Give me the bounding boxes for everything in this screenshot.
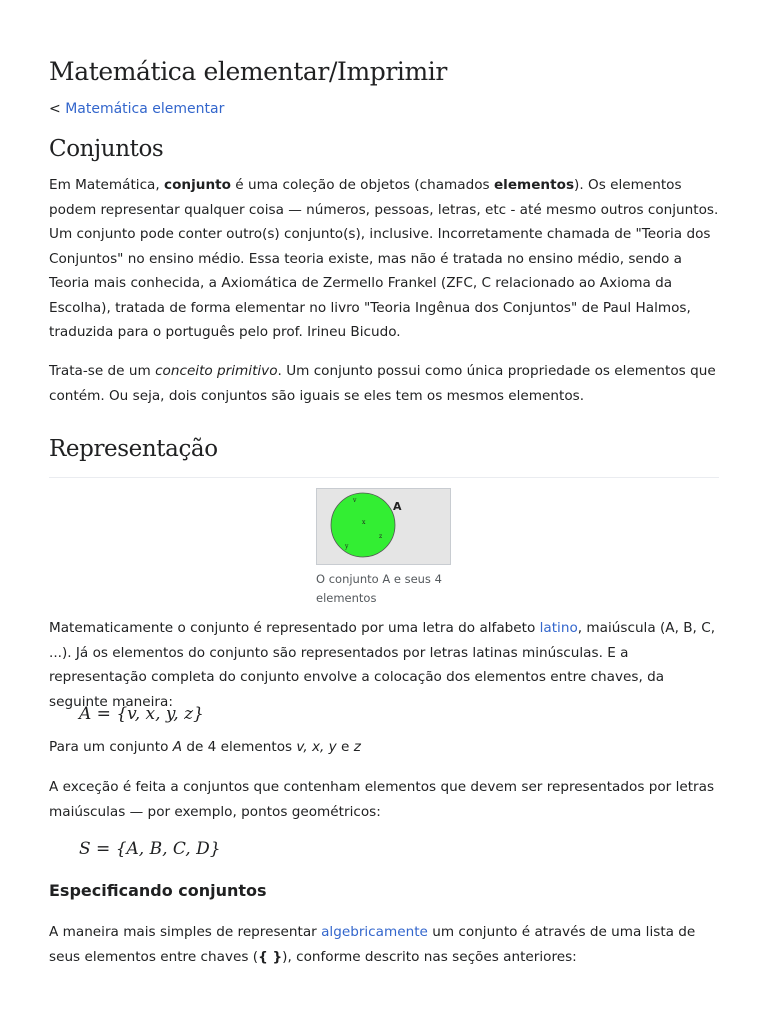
text: e	[336, 739, 354, 755]
figure-caption: O conjunto A e seus 4 elementos	[316, 572, 442, 605]
formula-set-s: S = {A, B, C, D}	[79, 839, 221, 859]
paragraph-especificando	[49, 920, 719, 969]
italic-var: z	[353, 739, 361, 755]
element-v: v	[353, 497, 357, 504]
element-z: z	[379, 533, 383, 540]
section-heading-conjuntos: Conjuntos	[49, 136, 164, 162]
paragraph-representacao	[49, 616, 719, 714]
text: Matematicamente o conjunto é representado por uma letra do alfabeto	[49, 620, 540, 636]
text: A maneira mais simples de representar	[49, 924, 322, 940]
figure-conjunto-a	[316, 488, 451, 608]
bold-term-conjunto: conjunto	[164, 177, 231, 193]
paragraph-conjunto-definition	[49, 173, 719, 345]
breadcrumb-prefix: <	[49, 101, 66, 117]
italic-term: conceito primitivo	[155, 363, 278, 379]
heading-divider	[49, 477, 719, 478]
set-label: A	[393, 500, 402, 513]
subsection-heading-especificando: Especificando conjuntos	[49, 881, 267, 900]
formula-set-a: A = {v, x, y, z}	[79, 704, 204, 724]
text: ). Os elementos podem representar qualquer coisa — números, pessoas, letras, etc - até mesmo outros conjuntos. Um conjunto pode conter outro(s) conjunto(s), inclusive. Incorretamente chamada de "Teoria dos Conjuntos" no ensino médio. Essa teoria existe, mas não é tratada no ensino médio, sendo a Teoria mais conhecida, a Axiomática de Zermello Frankel (ZFC, C relacionado ao Axioma da Escolha), tratada de forma elementar no livro "Teoria Ingênua dos Conjuntos" de Paul Halmos, traduzida para o português pelo prof. Irineu Bicudo.	[49, 177, 719, 340]
link-algebricamente[interactable]: algebricamente	[321, 924, 428, 940]
text: um conjunto é através de uma lista de seus elementos entre chaves (	[49, 924, 696, 965]
text: de 4 elementos	[182, 739, 297, 755]
paragraph-excecao: A exceção é feita a conjuntos que contenham elementos que devem ser representados por letras maiúsculas — por exemplo, pontos geométricos:	[49, 779, 715, 820]
venn-diagram	[317, 489, 450, 564]
text: . Um conjunto possui como única propriedade os elementos que contém. Ou seja, dois conjuntos são iguais se eles tem os mesmos elementos.	[49, 363, 716, 404]
text: Em Matemática,	[49, 177, 165, 193]
text: , maiúscula (A, B, C, ...). Já os elementos do conjunto são representados por letras latinas minúsculas. E a representação completa do conjunto envolve a colocação dos elementos entre chaves, da seguinte maneira:	[49, 620, 716, 710]
element-x: x	[362, 519, 366, 526]
italic-var: v, x, y	[296, 739, 337, 755]
text: Trata-se de um	[49, 363, 156, 379]
italic-var: A	[172, 739, 183, 755]
section-heading-representacao: Representação	[49, 436, 218, 462]
paragraph-set-a-elements	[49, 735, 719, 760]
text: ), conforme descrito nas seções anteriores:	[282, 948, 577, 965]
bold-braces: { }	[258, 948, 283, 965]
set-diagram-image[interactable]	[316, 488, 451, 565]
breadcrumb	[49, 101, 224, 117]
text: Para um conjunto	[49, 739, 173, 755]
element-y: y	[345, 543, 349, 550]
text: é uma coleção de objetos (chamados	[230, 177, 494, 193]
back-link[interactable]: Matemática elementar	[65, 101, 225, 117]
link-latino[interactable]: latino	[539, 620, 578, 636]
bold-term-elementos: elementos	[493, 177, 575, 193]
page-title: Matemática elementar/Imprimir	[49, 57, 447, 86]
paragraph-conceito-primitivo	[49, 359, 719, 408]
